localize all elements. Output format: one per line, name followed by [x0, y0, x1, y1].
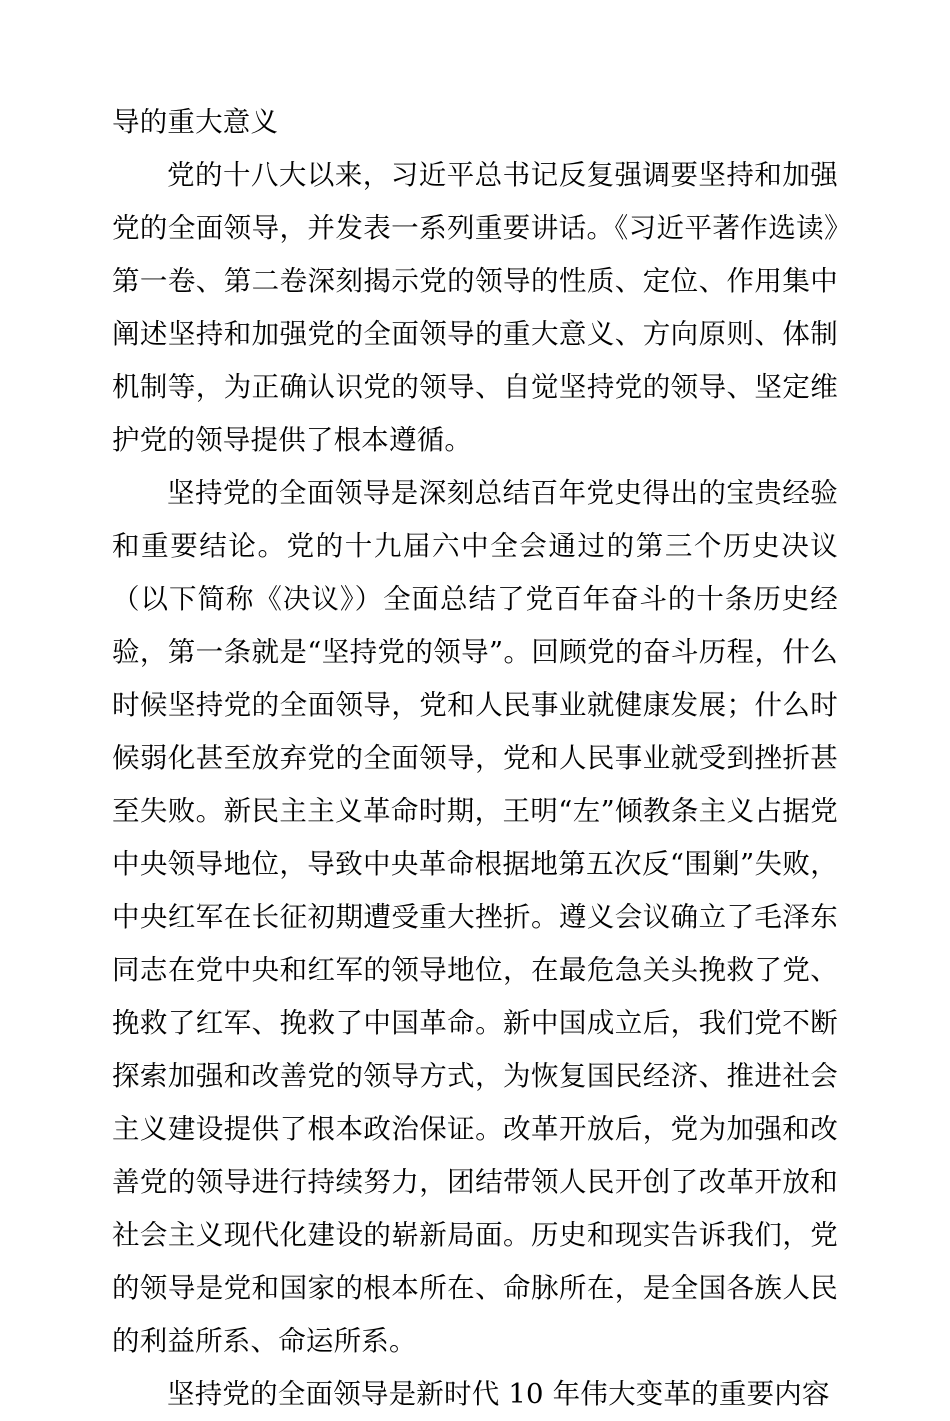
- document-body: [112, 96, 838, 1421]
- paragraph-2: 坚持党的全面领导是深刻总结百年党史得出的宝贵经验和重要结论。党的十九届六中全会通过的第三个历史决议（以下简称《决议》）全面总结了党百年奋斗的十条历史经验，第一条就是“坚持党的领导”。回顾党的奋斗历程，什么时候坚持党的全面领导，党和人民事业就健康发展；什么时候弱化甚至放弃党的全面领导，党和人民事业就受到挫折甚至失败。新民主主义革命时期，王明“左”倾教条主义占据党中央领导地位，导致中央革命根据地第五次反“围剿”失败，中央红军在长征初期遭受重大挫折。遵义会议确立了毛泽东同志在党中央和红军的领导地位，在最危急关头挽救了党、挽救了红军、挽救了中国革命。新中国成立后，我们党不断探索加强和改善党的领导方式，为恢复国民经济、推进社会主义建设提供了根本政治保证。改革开放后，党为加强和改善党的领导进行持续努力，团结带领人民开创了改革开放和社会主义现代化建设的崭新局面。历史和现实告诉我们，党的领导是党和国家的根本所在、命脉所在，是全国各族人民的利益所系、命运所系。: [112, 477, 838, 1357]
- paragraph-1: 党的十八大以来，习近平总书记反复强调要坚持和加强党的全面领导，并发表一系列重要讲话。《习近平著作选读》第一卷、第二卷深刻揭示党的领导的性质、定位、作用集中阐述坚持和加强党的全面领导的重大意义、方向原则、体制机制等，为正确认识党的领导、自觉坚持党的领导、坚定维护党的领导提供了根本遵循。: [112, 159, 838, 456]
- paragraph-heading-continuation: 导的重大意义: [112, 106, 279, 138]
- paragraph-3: 坚持党的全面领导是新时代 10 年伟大变革的重要内容: [167, 1378, 830, 1410]
